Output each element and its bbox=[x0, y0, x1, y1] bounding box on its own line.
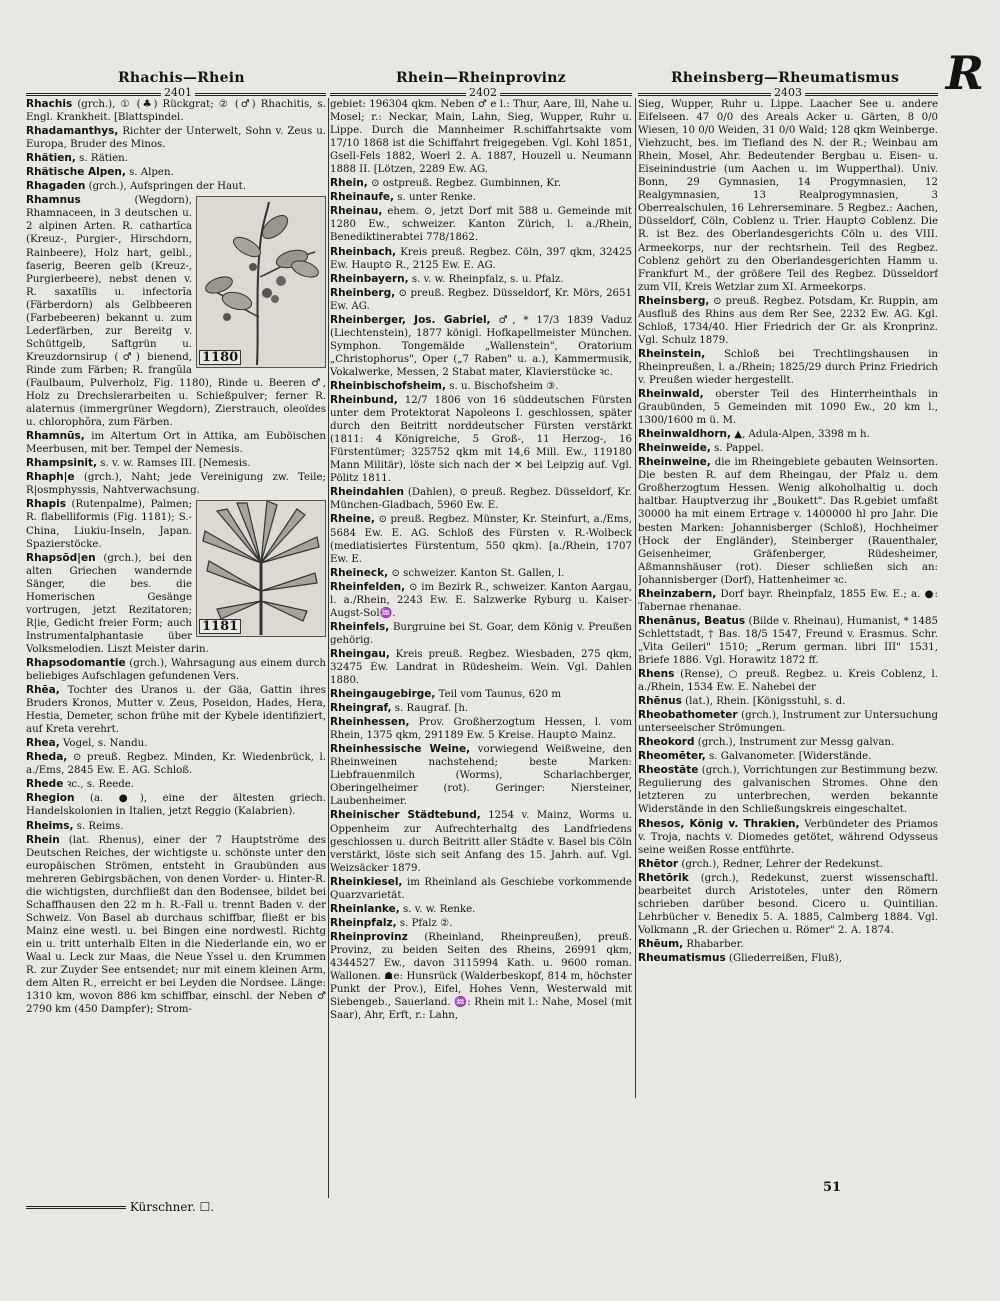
entry-headword: Rhein, bbox=[330, 177, 368, 190]
entry-headword: Rheobathometer bbox=[638, 709, 738, 722]
dictionary-entry bbox=[330, 876, 632, 902]
entry-text: vorwiegend Weißweine, den Rheinweinen nachstehend; beste Marken: Liebfrauenmilch (Worms), Scharlachberger, Oberingelheimer (rot). Geringer: Niersteiner, Laubenheimer. bbox=[330, 744, 632, 808]
column-1 bbox=[26, 98, 326, 1198]
dictionary-entry bbox=[26, 457, 326, 470]
entry-headword: Rheinbund, bbox=[330, 394, 398, 407]
page-header bbox=[26, 46, 984, 100]
entry-headword: Rhetōrik bbox=[638, 871, 689, 884]
dictionary-entry bbox=[26, 152, 326, 165]
entry-headword: Rhaph|e bbox=[26, 471, 75, 484]
entry-headword: Rhesos, König v. Thrakien, bbox=[638, 817, 800, 830]
entry-headword: Rheinweine, bbox=[638, 456, 711, 469]
dictionary-entry bbox=[330, 287, 632, 313]
entry-headword: Rheinsberg, bbox=[638, 294, 710, 307]
entry-headword: Rheomēter, bbox=[638, 750, 706, 763]
entry-text: ⊙ ostpreuß. Regbez. Gumbinnen, Kr. bbox=[371, 178, 562, 190]
entry-text: ⊙ schweizer. Kanton St. Gallen, l. bbox=[391, 567, 565, 579]
entry-headword: Rhegion bbox=[26, 792, 75, 805]
entry-text: (Rheinland, Rheinpreußen), preuß. Provinz, zu beiden Seiten des Rheins, 26991 qkm, 4344527 Ew., davon 3115994 Kath. u. 9600 roman. Wallonen. ☗e: Hunsrück (Walderbeskopf, 814 m, höchster Punkt der Prov.), Eifel, Hohes Venn, Westerwald mit Siebengeb., Sauerland. ♒: Rhein mit l.: Nahe, Mosel (mit Saar), Ahr, Erft, r.: Lahn, bbox=[330, 931, 632, 1022]
dictionary-entry bbox=[638, 456, 938, 586]
entry-text: (lat. Rhenus), einer der 7 Hauptströme des Deutschen Reiches, der wichtigste u. schönste unter den europäischen Strömen, entsteht in Graubünden aus mehreren Gebirgsbächen, von denen Vorder- u. Hinter-R. die wichtigsten, durchfließt dan den Bodensee, bildet bei Schaffhausen den 22 m h. R.-Fall u. trennt Baden v. der Schweiz. Von Basel ab durchaus schiffbar, fließt er bis Mainz eine westl. u. bei Bingen eine nordwestl. Richtg ein u. tritt unterhalb Elten in die Niederlande ein, wo er Waal u. Leck zur Maas, die Neue Yssel u. den Krummen R. zur Zuyder See entsendet; nur mit einem kleinen Arm, dem Alten R., erreicht er bei Leyden die Nordsee. Länge: 1310 km, wovon 886 km schiffbar, einschl. der Neben ♂ 2790 km (450 Dampfer); Strom- bbox=[26, 834, 326, 1016]
entry-text: Kreis preuß. Regbez. Wiesbaden, 275 qkm, 32475 Ew. Landrat in Rüdesheim. Wein. Vgl. Dahlen 1880. bbox=[330, 648, 632, 687]
entry-headword: Rhapsōd|en bbox=[26, 551, 96, 564]
entry-text: Verbündeter des Priamos v. Troja, nachts v. Diomedes getötet, während Odysseus seine weißen Rosse entführte. bbox=[638, 818, 938, 856]
entry-text: (Wegdorn), Rhamnaceen, in 3 deutschen u. 2 alpinen Arten. R. cathartĭca (Kreuz-, Purgier-, Hirschdorn, Rainbeere), Holz hart, gelbl., faserig, Beeren gelb (Kreuz-, Purgierbeere), nebst denen v. R. saxatĭlis u. infectorĭa (Färberdorn) als Gelbbeeren (Farbebeeren) bekannt u. zum Lederfärben, zur Bereitg v. Schüttgelb, Saftgrün u. Kreuzdornsirup (♂) bienend, Rinde zum Färben; R. frangŭla (Faulbaum, Pulverholz, Fig. 1180), Rinde u. Beeren ♂, Holz zu Drechslerarbeiten u. Schießpulver; ferner R. alaternus (immergrüner Wegdorn), Zierstrauch, oleoïdes u. chlorophŏra, zum Färben. bbox=[26, 195, 326, 429]
dictionary-entry bbox=[638, 872, 938, 937]
entry-headword: Rhein bbox=[26, 833, 60, 846]
dictionary-entry bbox=[330, 931, 632, 1022]
entry-text: s. Pappel. bbox=[714, 443, 764, 455]
dictionary-entry bbox=[26, 471, 326, 497]
figure-label: 1180 bbox=[199, 350, 241, 365]
dictionary-page bbox=[26, 46, 984, 1285]
dictionary-entry bbox=[330, 394, 632, 485]
column-divider-2 bbox=[635, 98, 636, 1098]
entry-text: gebiet: 196304 qkm. Neben ♂ e l.: Thur, Aare, Ill, Nahe u. Mosel; r.: Neckar, Main, Lahn, Sieg, Wupper, Ruhr u. Lippe. Durch die Mannheimer R.schiffahrtsakte vom 17/10 1868 ist die Schiffahrt freigegeben. Vgl. Kohl 1851, Gsell-Fels 1882, Woerl 2. A. 1887, Houzell u. Neumann 1888 II. [Lötzen, 2289 Ew. AG. bbox=[330, 99, 632, 176]
entry-headword: Rheine, bbox=[330, 513, 375, 526]
entry-text: Richter der Unterwelt, Sohn v. Zeus u. Europa, Bruder des Minos. bbox=[26, 126, 326, 151]
entry-headword: Rheinfels, bbox=[330, 620, 390, 633]
entry-text: Dorf bayr. Rheinpfalz, 1855 Ew. E.; a. ●: Tabernae rhenanae. bbox=[638, 588, 938, 613]
entry-text: 12/7 1806 von 16 süddeutschen Fürsten unter dem Protektorat Napoleons I. geschlossen, später durch den Beitritt norddeutscher Fürsten verstärkt (1811: 4 Königreiche, 5 Groß-, 11 Herzog-, 16 Fürstentümer; 325752 qkm mit 14,6 Mill. Ew., 119180 Mann Militär), löste sich nach der ✕ bei Leipzig auf. Vgl. Pölitz 1811. bbox=[330, 395, 632, 485]
entry-text: Tochter des Uranos u. der Gäa, Gattin ihres Bruders Kronos, Mutter v. Zeus, Poseidon, Hades, Hera, Hestia, Demeter, schon frühe mit der Kybele identifiziert, auf Kreta verehrt. bbox=[26, 685, 326, 736]
dictionary-entry bbox=[638, 818, 938, 857]
dictionary-entry bbox=[330, 177, 632, 190]
column-2 bbox=[330, 98, 632, 1198]
entry-text: 1254 v. Mainz, Worms u. Oppenheim zur Aufrechterhaltg des Landfriedens geschlossen u. durch Beitritt aller Städte v. Basel bis Cöln verstärkt, löste sich seit Anfang des 15. Jahrh. auf. Vgl. Weizsäcker 1879. bbox=[330, 810, 632, 874]
column-number-3: 2403 bbox=[771, 86, 805, 99]
entry-text: s. v. w. Rheinpfalz, s. u. Pfalz. bbox=[411, 273, 564, 285]
entry-text: oberster Teil des Hinterrheinthals in Graubünden, 5 Gemeinden mit 1090 Ew., 20 km l., 1300/1600 m ü. M. bbox=[638, 389, 938, 427]
page-footer bbox=[26, 1200, 326, 1214]
dictionary-entry bbox=[638, 952, 938, 965]
entry-text: (Gliederreißen, Fluß), bbox=[728, 953, 842, 964]
dictionary-entry bbox=[638, 295, 938, 347]
dictionary-entry bbox=[330, 743, 632, 808]
dictionary-entry bbox=[330, 648, 632, 687]
entry-text: ꝛc., s. Reede. bbox=[66, 779, 135, 791]
entry-headword: Rhampsinit, bbox=[26, 457, 98, 470]
dictionary-entry bbox=[638, 98, 938, 294]
figure-rhamnus-frangula bbox=[196, 196, 326, 368]
dictionary-entry bbox=[330, 513, 632, 565]
dictionary-entry bbox=[26, 751, 326, 777]
entry-headword: Rheingaugebirge, bbox=[330, 688, 436, 701]
entry-text: Sieg, Wupper, Ruhr u. Lippe. Laacher See u. andere Eifelseen. 47 0/0 des Areals Acker u. Gärten, 8 0/0 Wiesen, 10 0/0 Weiden, 31 0/0 Wald; 128 qkm Weinberge. Viehzucht, bes. im Tiefland des N. der R.; Weinbau am Rhein, Mosel, Ahr. Bedeutender Bergbau u. Eisen- u. Eiseinindustrie (um Aachen u. im Wupperthal). Univ. Bonn, 29 Gymnasien, 14 Progymnasien, 12 Realgymnasien, 13 Realprogymnasien, 3 Oberrealschulen, 16 Lehrerseminare. 5 Regbez.: Aachen, Düsseldorf, Cöln, Coblenz u. Trier. Haupt⊙ Coblenz. Die R. ist Bez. des Oberlandesgerichts Cöln u. des VIII. Armeekorps, nur der rechtsrhein. Teil des Regbez. Coblenz gehört zu den Oberlandesgerichten Hamm u. Frankfurt M., der größere Teil des Regbez. Düsseldorf zum VII, Kreis Wetzlar zum XI. Armeekorps. bbox=[638, 99, 938, 293]
figure-rhapis-flabelliformis bbox=[196, 500, 326, 637]
entry-headword: Rheineck, bbox=[330, 566, 389, 579]
entry-text: im Rheinland als Geschiebe vorkommende Quarzvarietät. bbox=[330, 876, 632, 901]
palm-illustration-icon bbox=[197, 501, 325, 636]
entry-text: ⊙ im Bezirk R., schweizer. Kanton Aargau, l. a./Rhein, 2243 Ew. E. Salzwerke Ryburg u. Kaiser-Augst-Sol♒. bbox=[330, 581, 632, 619]
section-letter: R bbox=[945, 46, 984, 100]
column-number-2: 2402 bbox=[466, 86, 500, 99]
header-center: Rhein—Rheinprovinz bbox=[396, 70, 566, 86]
dictionary-entry bbox=[330, 380, 632, 393]
dictionary-entry bbox=[638, 442, 938, 455]
entry-text: Prov. Großherzogtum Hessen, l. vom Rhein, 1375 qkm, 291189 Ew. 5 Kreise. Haupt⊙ Mainz. bbox=[330, 717, 632, 742]
dictionary-entry bbox=[330, 205, 632, 244]
page-number: 51 bbox=[823, 1180, 842, 1195]
entry-headword: Rhadamanthys, bbox=[26, 125, 119, 138]
dictionary-entry bbox=[330, 191, 632, 204]
entry-headword: Rheokord bbox=[638, 736, 695, 749]
entry-headword: Rhätische Alpen, bbox=[26, 166, 126, 179]
entry-headword: Rhenānus, Beatus bbox=[638, 614, 746, 627]
entry-headword: Rheinkiesel, bbox=[330, 875, 403, 888]
dictionary-entry bbox=[638, 428, 938, 441]
dictionary-entry bbox=[26, 792, 326, 818]
entry-headword: Rheinwald, bbox=[638, 388, 704, 401]
dictionary-entry bbox=[330, 621, 632, 647]
entry-text: s. Pfalz ②. bbox=[399, 917, 453, 929]
entry-text: s. Reims. bbox=[76, 820, 124, 832]
entry-headword: Rhēa, bbox=[26, 684, 60, 697]
entry-text: (a. ●), eine der ältesten griech. Handelskolonien in Italien, jetzt Reggio (Kalabrien). bbox=[26, 793, 326, 818]
dictionary-entry bbox=[330, 688, 632, 701]
dictionary-entry bbox=[26, 737, 326, 750]
entry-text: Kreis preuß. Regbez. Cöln, 397 qkm, 32425 Ew. Haupt⊙ R., 2125 Ew. E. AG. bbox=[330, 246, 632, 271]
dictionary-entry bbox=[330, 917, 632, 930]
dictionary-entry bbox=[26, 180, 326, 193]
dictionary-entry bbox=[330, 903, 632, 916]
column-3 bbox=[638, 98, 938, 1098]
entry-headword: Rheinbayern, bbox=[330, 272, 409, 285]
entry-headword: Rheingau, bbox=[330, 647, 390, 660]
entry-headword: Rheingraf, bbox=[330, 702, 392, 715]
entry-text: (grch.), Redekunst, zuerst wissenschaftl. bearbeitet durch Aristoteles, unter den Römern schrieben darüber besond. Cicero u. Quintilian. Lehrbücher v. Benedix 5. A. 1885, Calmberg 1884. Vgl. Volkmann „R. der Griechen u. Römer" 2. A. 1874. bbox=[638, 872, 938, 936]
entry-text: s. unter Renke. bbox=[397, 192, 477, 204]
entry-headword: Rheumatismus bbox=[638, 952, 726, 964]
dictionary-entry bbox=[26, 820, 326, 833]
entry-headword: Rheinlanke, bbox=[330, 902, 400, 915]
column-divider-1 bbox=[328, 98, 329, 1198]
dictionary-entry bbox=[26, 98, 326, 124]
entry-text: Vogel, s. Nandu. bbox=[63, 738, 148, 750]
entry-text: s. Raugraf. [h. bbox=[394, 703, 469, 715]
entry-text: im Altertum Ort in Attika, am Euböischen Meerbusen, mit ber. Tempel der Nemesis. bbox=[26, 431, 326, 456]
entry-text: ⊙ preuß. Regbez. Münster, Kr. Steinfurt, a./Ems, 5684 Ew. E. AG. Schloß des Fürsten v. R.-Wolbeck (mediatisiertes Fürstentum, 550 qkm). [a./Rhein, 1707 Ew. E. bbox=[330, 514, 632, 565]
dictionary-entry bbox=[330, 246, 632, 272]
dictionary-entry bbox=[638, 764, 938, 816]
footer-signature: Kürschner. ☐. bbox=[129, 1200, 215, 1214]
entry-headword: Rheinstein, bbox=[638, 347, 706, 360]
dictionary-entry bbox=[330, 273, 632, 286]
entry-headword: Rhētor bbox=[638, 857, 679, 870]
entry-text: (grch.), ① (♣) Rückgrat; ② (♂) Rhachitis, s. Engl. Krankheit. [Blattspindel. bbox=[26, 99, 326, 124]
dictionary-entry bbox=[26, 834, 326, 1017]
dictionary-entry bbox=[330, 314, 632, 379]
entry-headword: Rhēum, bbox=[638, 937, 684, 950]
entry-text: s. Alpen. bbox=[129, 167, 174, 179]
figure-label: 1181 bbox=[199, 619, 241, 634]
dictionary-entry bbox=[330, 98, 632, 176]
entry-text: (grch.), Instrument zur Messg galvan. bbox=[697, 737, 895, 749]
entry-text: ⊙ preuß. Regbez. Potsdam, Kr. Ruppin, am Ausfluß des Rhins aus dem Rer See, 2232 Ew. AG. Kgl. Schloß, 1734/40. Hier Friedrich der Gr. als Kronprinz. Vgl. Schulz 1879. bbox=[638, 295, 938, 346]
dictionary-entry bbox=[26, 166, 326, 179]
entry-text: (grch.), Aufspringen der Haut. bbox=[88, 181, 246, 193]
entry-headword: Rheinaufe, bbox=[330, 191, 394, 204]
dictionary-entry bbox=[638, 938, 938, 951]
entry-text: s. v. w. Ramses III. [Nemesis. bbox=[100, 458, 251, 470]
entry-headword: Rheinbach, bbox=[330, 245, 397, 258]
entry-headword: Rheinprovinz bbox=[330, 930, 408, 943]
dictionary-entry bbox=[330, 702, 632, 715]
entry-text: ▲, Adula-Alpen, 3398 m h. bbox=[734, 429, 870, 441]
entry-headword: Rheindahlen bbox=[330, 486, 405, 499]
entry-headword: Rheinhessen, bbox=[330, 716, 410, 729]
entry-text: die im Rheingebiete gebauten Weinsorten. Die besten R. auf dem Rheingau, der Pfalz u. dem Großherzogtum Hessen. Wenig alkoholhaltig u. doch haltbar. Hauptverzug ihr „Boukett". Das R.gebiet umfaßt 30000 ha mit einem Ertrage v. 1400000 hl pro Jahr. Die besten Marken: Johannisberger (Schloß), Hochheimer (Hock der Engländer), Steinberger (Rauenthaler, Geisenheimer, Gräfenberger, Rüdesheimer, Aßmannshäuser (rot). Dieser schließen sich an: Johannisberger (Dorf), Hattenheimer ꝛc. bbox=[638, 457, 938, 586]
entry-text: (Rutenpalme), Palmen; R. flabelliformis (Fig. 1181); S.-China, Liukiu-Inseln, Japan. Spazierstöcke. bbox=[26, 499, 192, 550]
entry-text: (Bilde v. Rheinau), Humanist, * 1485 Schlettstadt, † Bas. 18/5 1547, Freund v. Erasmus. Schr. „Vita Geileri" 1510; „Rerum german. libri III" 1531, Briefe 1886. Vgl. Horawitz 1872 ff. bbox=[638, 615, 938, 666]
plant-illustration-icon bbox=[197, 197, 325, 367]
dictionary-entry bbox=[330, 716, 632, 742]
entry-headword: Rhamnūs, bbox=[26, 430, 85, 443]
dictionary-entry bbox=[638, 736, 938, 749]
entry-headword: Rheinpfalz, bbox=[330, 916, 397, 929]
dictionary-entry bbox=[330, 581, 632, 620]
dictionary-entry bbox=[26, 657, 326, 683]
entry-text: s. v. w. Renke. bbox=[402, 903, 476, 915]
entry-headword: Rhede bbox=[26, 778, 64, 791]
entry-text: Schloß bei Trechtlingshausen in Rheinpreußen, l. a./Rhein; 1825/29 durch Prinz Friedrich v. Preußen wieder hergestellt. bbox=[638, 348, 938, 386]
entry-headword: Rhēnus bbox=[638, 695, 682, 708]
entry-headword: Rhätien, bbox=[26, 152, 76, 165]
entry-text: (grch.), Naht; jede Vereinigung zw. Teile; R|osmphyssis, Nahtverwachsung. bbox=[26, 472, 326, 497]
entry-text: ⊙ preuß. Regbez. Minden, Kr. Wiedenbrück, l. a./Ems, 2845 Ew. E. AG. Schloß. bbox=[26, 752, 326, 777]
entry-text: (grch.), bei den alten Griechen wandernde Sänger, die bes. die Homerischen Gesänge vortrugen, jetzt Rezitatoren; R|ie, Gedicht freier Form; auch Instrumentalphantasie über Volksmelodien. Liszt Meister darin. bbox=[26, 552, 209, 655]
dictionary-entry bbox=[330, 809, 632, 874]
entry-headword: Rhens bbox=[638, 668, 675, 681]
entry-text: (Rense), ○ preuß. Regbez. u. Kreis Coblenz, l. a./Rhein, 1534 Ew. E. Nahebei der bbox=[638, 669, 938, 694]
entry-text: (grch.), Vorrichtungen zur Bestimmung bezw. Regulierung des galvanischen Stromes. Ohne den letzteren zu unterbrechen, werden bekannte Widerstände in den Schließungskreis eingeschaltet. bbox=[638, 765, 938, 816]
entry-text: Burgruine bei St. Goar, dem König v. Preußen gehörig. bbox=[330, 621, 632, 646]
dictionary-entry bbox=[638, 709, 938, 735]
dictionary-entry bbox=[26, 430, 326, 456]
dictionary-entry bbox=[638, 750, 938, 763]
dictionary-entry bbox=[638, 615, 938, 667]
entry-headword: Rhapsodomantie bbox=[26, 656, 126, 669]
entry-headword: Rheinzabern, bbox=[638, 587, 717, 600]
column-number-1: 2401 bbox=[161, 86, 195, 99]
entry-headword: Rhea, bbox=[26, 737, 60, 750]
header-left: Rhachis—Rhein bbox=[118, 70, 245, 86]
entry-headword: Rhapis bbox=[26, 498, 67, 511]
dictionary-entry bbox=[26, 125, 326, 151]
entry-text: (grch.), Instrument zur Untersuchung unterseeischer Strömungen. bbox=[638, 710, 938, 735]
entry-text: Rhabarber. bbox=[686, 938, 744, 950]
dictionary-entry bbox=[26, 778, 326, 791]
entry-text: ♂, * 17/3 1839 Vaduz (Liechtenstein), 1877 königl. Hofkapellmeister München. Symphon. Tongemälde „Wallenstein", Oratorium „Christophorus", Oper („7 Raben" u. a.), Kammermusik, Vokalwerke, Messen, 2 Stabat mater, Klavierstücke ꝛc. bbox=[330, 314, 632, 378]
dictionary-entry bbox=[638, 588, 938, 614]
header-right: Rheinsberg—Rheumatismus bbox=[671, 70, 900, 86]
entry-text: ehem. ⊙, jetzt Dorf mit 588 u. Gemeinde mit 1280 Ew., schweizer. Kanton Zürich, l. a./Rhein, Benediktinerabtei 778/1862. bbox=[330, 206, 632, 244]
entry-headword: Rheinischer Städtebund, bbox=[330, 809, 481, 822]
entry-text: s. Galvanometer. [Widerstände. bbox=[708, 751, 872, 763]
entry-text: ⊙ preuß. Regbez. Düsseldorf, Kr. Mörs, 2651 Ew. AG. bbox=[330, 287, 632, 312]
entry-headword: Rheda, bbox=[26, 751, 68, 764]
entry-headword: Rhagaden bbox=[26, 180, 86, 193]
entry-text: Teil vom Taunus, 620 m bbox=[438, 689, 562, 701]
dictionary-entry bbox=[638, 388, 938, 427]
entry-headword: Rheinberg, bbox=[330, 286, 396, 299]
dictionary-entry bbox=[638, 668, 938, 694]
entry-headword: Rheinhessische Weine, bbox=[330, 743, 471, 756]
entry-text: s. u. Bischofsheim ③. bbox=[449, 380, 559, 392]
entry-headword: Rheinau, bbox=[330, 205, 383, 218]
footer-rule bbox=[26, 1206, 126, 1209]
entry-headword: Rheims, bbox=[26, 819, 74, 832]
entry-headword: Rheinberger, Jos. Gabriel, bbox=[330, 313, 491, 326]
dictionary-entry bbox=[638, 695, 938, 708]
dictionary-entry bbox=[330, 567, 632, 580]
entry-headword: Rheinfelden, bbox=[330, 580, 406, 593]
entry-headword: Rheinbischofsheim, bbox=[330, 379, 446, 392]
entry-headword: Rhachis bbox=[26, 98, 73, 110]
dictionary-entry bbox=[638, 348, 938, 387]
entry-text: (lat.), Rhein. [Königsstuhl, s. d. bbox=[685, 696, 846, 708]
dictionary-entry bbox=[26, 684, 326, 736]
entry-text: s. Rätien. bbox=[79, 153, 128, 165]
entry-text: (Dahlen), ⊙ preuß. Regbez. Düsseldorf, Kr. München-Gladbach, 5960 Ew. E. bbox=[330, 487, 632, 512]
entry-headword: Rheinwaldhorn, bbox=[638, 428, 731, 441]
dictionary-entry bbox=[638, 858, 938, 871]
entry-headword: Rheinweide, bbox=[638, 442, 711, 455]
entry-text: (grch.), Wahrsagung aus einem durch beliebiges Aufschlagen gefundenen Vers. bbox=[26, 657, 326, 683]
entry-headword: Rheostāte bbox=[638, 764, 699, 777]
dictionary-entry bbox=[330, 486, 632, 512]
entry-text: (grch.), Redner, Lehrer der Redekunst. bbox=[681, 858, 883, 870]
entry-headword: Rhamnus bbox=[26, 194, 81, 207]
